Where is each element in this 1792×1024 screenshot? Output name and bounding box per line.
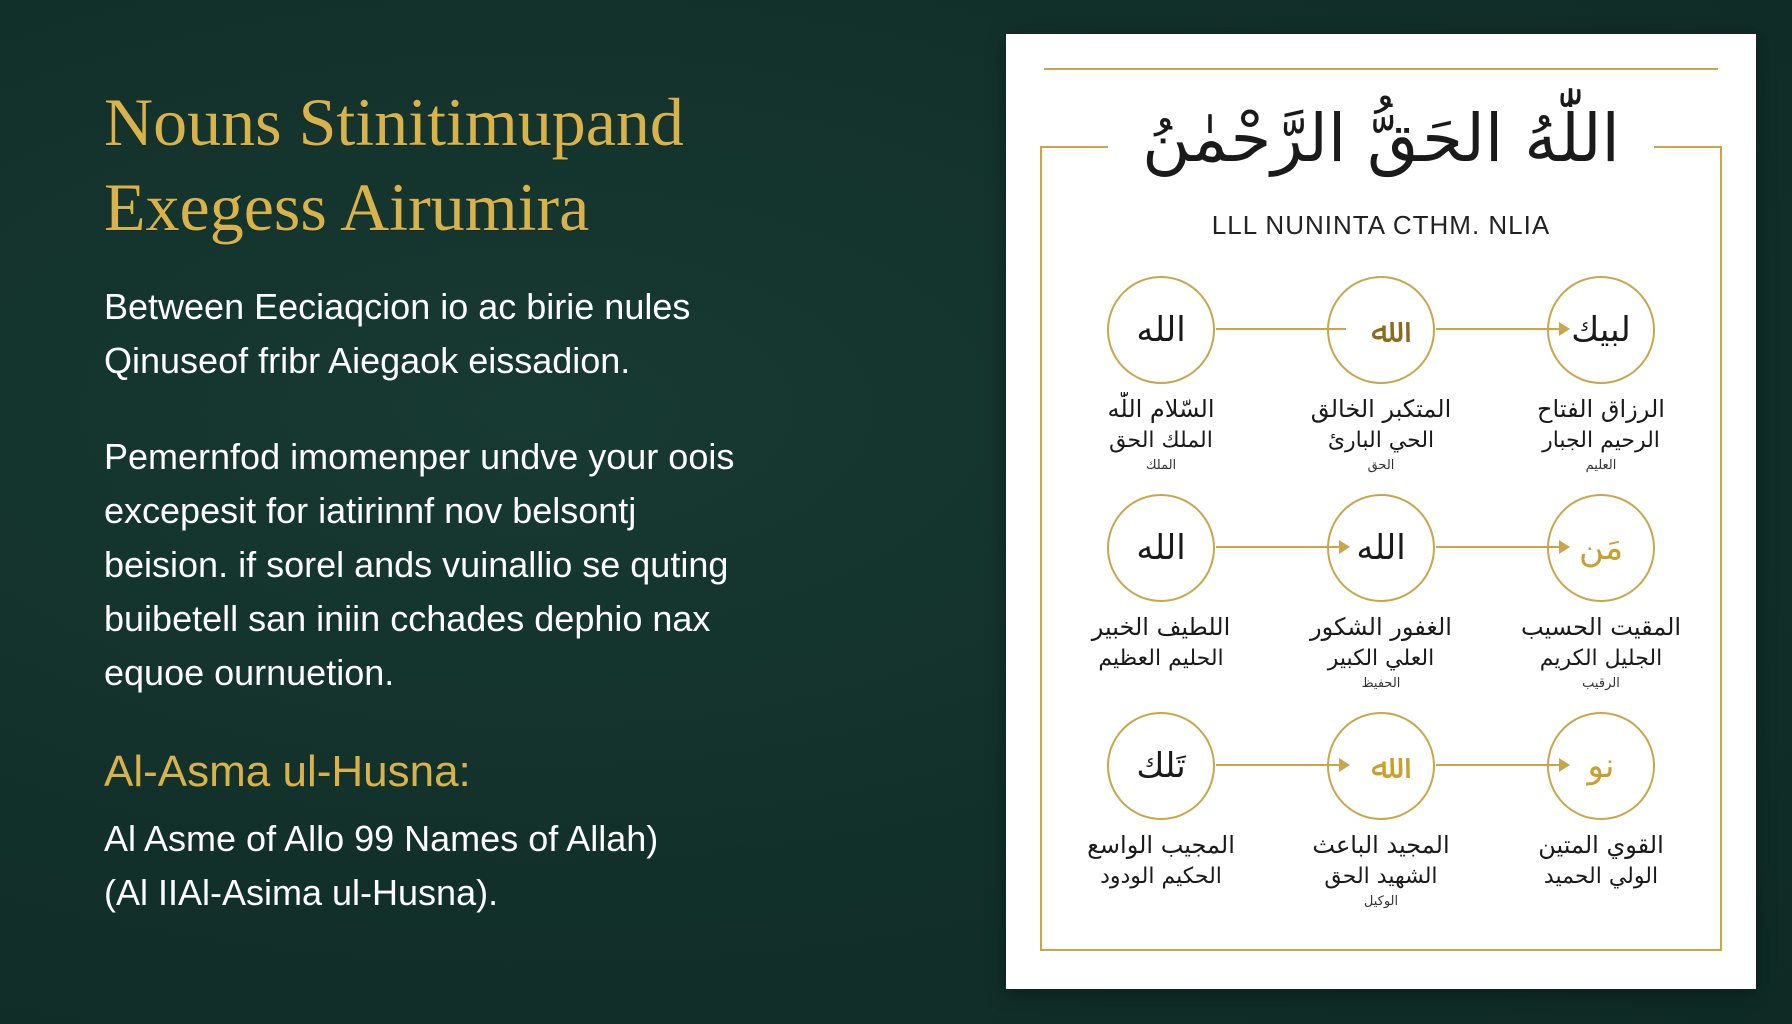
name-caption-line-3: الرقيب [1582, 676, 1620, 691]
footer-line-2: (Al IIAl-Asima ul-Husna). [104, 872, 499, 913]
calligraphy-medallion: تَلك [1107, 712, 1215, 820]
name-caption-line-1: الرزاق الفتاح [1537, 395, 1665, 423]
flow-arrow [1216, 764, 1346, 766]
name-caption-line-1: المقيت الحسيب [1520, 613, 1682, 641]
name-caption-line-2: الجليل الكريم [1539, 646, 1663, 671]
name-cell [1066, 712, 1256, 892]
body-paragraph [104, 430, 904, 700]
flow-arrow [1436, 764, 1566, 766]
name-cell [1286, 276, 1476, 476]
calligraphy-medallion: لبيك [1547, 276, 1655, 384]
name-caption-line-2: الملك الحق [1109, 428, 1213, 453]
calligraphy-medallion: نو [1547, 712, 1655, 820]
name-caption-line-1: اللطيف الخبير [1091, 613, 1231, 641]
body-line-2: excepesit for iatirinnf nov belsontj [104, 490, 637, 531]
title-line-1: Nouns Stinitimupand [104, 84, 684, 160]
name-cell [1286, 712, 1476, 912]
body-line-5: equoe ournuetion. [104, 652, 395, 693]
flow-arrow [1216, 328, 1346, 330]
flow-arrow [1216, 546, 1346, 548]
frame-top-border [1044, 68, 1718, 70]
card-subtitle: LLL NUNINTA CTHM. NLIA [1211, 210, 1551, 240]
arrow-head-icon [1559, 322, 1570, 336]
names-row [1066, 276, 1696, 494]
calligraphy-medallion: ﷲ [1327, 276, 1435, 384]
page-title [104, 80, 904, 250]
name-caption-line-3: العليم [1585, 458, 1617, 473]
names-poster-card [1006, 34, 1756, 989]
flow-arrow [1436, 328, 1566, 330]
body-line-1: Pemernfod imomenper undve your oois [104, 436, 735, 477]
name-caption-line-3: الوكيل [1363, 894, 1399, 909]
name-caption-line-2: الحكيم الودود [1100, 864, 1222, 889]
arrow-head-icon [1559, 758, 1570, 772]
name-caption-line-1: المجيب الواسع [1087, 831, 1235, 859]
name-caption-line-2: العلي الكبير [1327, 646, 1435, 671]
name-caption-line-2: الشهيد الحق [1324, 864, 1438, 889]
flow-arrow [1436, 546, 1566, 548]
name-caption-line-3: الحق [1367, 458, 1395, 473]
name-caption-line-3: الحفيظ [1361, 676, 1401, 691]
calligraphy-medallion: الله [1327, 494, 1435, 602]
name-caption-line-2: الرحيم الجبار [1542, 428, 1660, 453]
section-subheading: Al-Asma ul-Husna: [104, 747, 471, 796]
arrow-head-icon [1559, 540, 1570, 554]
name-caption-line-1: السّلام اللّٰه [1107, 395, 1215, 423]
name-caption-line-2: الحي البارئ [1327, 428, 1435, 453]
calligraphy-medallion: مَن [1547, 494, 1655, 602]
intro-paragraph [104, 280, 904, 388]
body-line-4: buibetell san iniin cchades dephio nax [104, 598, 711, 639]
names-row [1066, 712, 1696, 930]
arabic-calligraphy-title: اللّٰهُ الحَقُّ الرَّحْمٰنُ [1142, 100, 1620, 177]
name-caption-line-1: الغفور الشكور [1310, 613, 1452, 641]
body-line-3: beision. if sorel ands vuinallio se quting [104, 544, 729, 585]
names-row [1066, 494, 1696, 712]
intro-line-1: Between Eeciaqcion io ac birie nules [104, 286, 691, 327]
calligraphy-medallion: الله [1107, 276, 1215, 384]
left-text-panel [104, 80, 904, 920]
name-cell [1506, 276, 1696, 476]
name-caption-line-2: الحليم العظيم [1098, 646, 1224, 671]
calligraphy-medallion: ﷲ [1327, 712, 1435, 820]
name-caption-line-1: القوي المتين [1538, 831, 1664, 859]
name-caption-line-1: المتكبر الخالق [1310, 395, 1452, 423]
name-cell [1066, 276, 1256, 476]
name-caption-line-2: الولي الحميد [1543, 864, 1659, 889]
footer-paragraph [104, 812, 904, 920]
name-caption-line-1: المجيد الباعث [1312, 831, 1450, 859]
names-grid [1066, 276, 1696, 930]
name-cell [1066, 494, 1256, 674]
name-cell [1286, 494, 1476, 694]
title-line-2: Exegess Airumira [104, 169, 590, 245]
arrow-head-icon [1339, 758, 1350, 772]
footer-line-1: Al Asme of Allo 99 Names of Allah) [104, 818, 659, 859]
name-cell [1506, 712, 1696, 892]
arrow-head-icon [1339, 540, 1350, 554]
name-caption-line-3: الملك [1145, 458, 1177, 473]
calligraphy-medallion: الله [1107, 494, 1215, 602]
name-cell [1506, 494, 1696, 694]
intro-line-2: Qinuseof fribr Aiegaok eissadion. [104, 340, 631, 381]
